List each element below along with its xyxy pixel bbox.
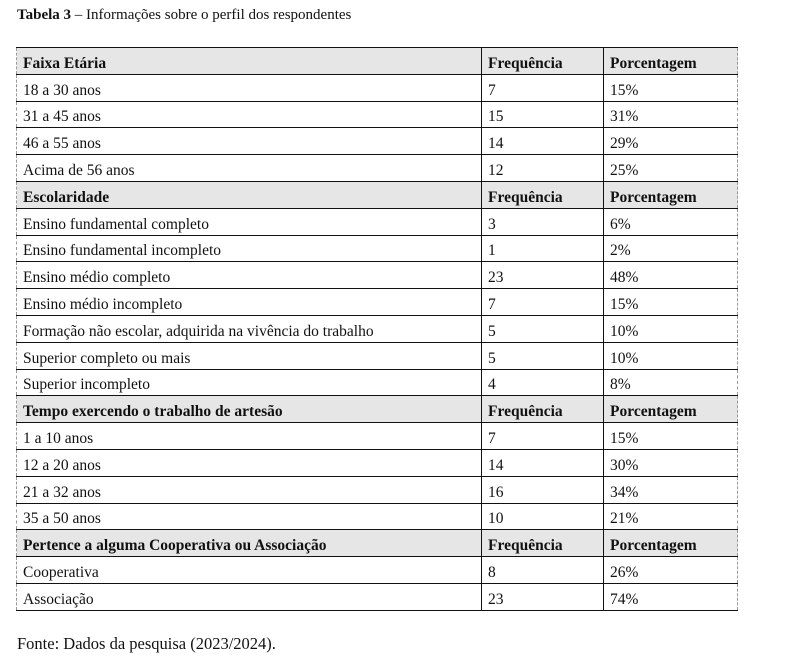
section-header-frequency-cell: Frequência [482, 396, 604, 423]
table-caption-text: – Informações sobre o perfil dos respondentes [71, 7, 352, 23]
category-cell: 46 a 55 anos [17, 128, 482, 155]
table-row [17, 476, 738, 503]
table-row [17, 208, 738, 235]
section-header-category-cell: Tempo exercendo o trabalho de artesão [17, 396, 482, 423]
table-caption [17, 6, 351, 24]
category-cell: 18 a 30 anos [17, 74, 482, 101]
section-header-percentage-cell: Porcentagem [604, 181, 738, 208]
table-row [17, 128, 738, 155]
table-row [17, 101, 738, 128]
frequency-cell: 12 [482, 155, 604, 182]
section-header-category-cell: Faixa Etária [17, 48, 482, 75]
table-row [17, 583, 738, 610]
section-header-percentage-cell: Porcentagem [604, 530, 738, 557]
category-cell: Ensino fundamental completo [17, 208, 482, 235]
percentage-cell: 74% [604, 583, 738, 610]
category-cell: Associação [17, 583, 482, 610]
source-note: Fonte: Dados da pesquisa (2023/2024). [17, 634, 276, 653]
category-cell: Acima de 56 anos [17, 155, 482, 182]
percentage-cell: 30% [604, 449, 738, 476]
table-caption-label: Tabela 3 [17, 7, 72, 23]
frequency-cell: 16 [482, 476, 604, 503]
percentage-cell: 10% [604, 342, 738, 369]
section-header-row [17, 396, 738, 423]
section-header-frequency-cell: Frequência [482, 181, 604, 208]
frequency-cell: 14 [482, 128, 604, 155]
frequency-cell: 5 [482, 342, 604, 369]
category-cell: 21 a 32 anos [17, 476, 482, 503]
frequency-cell: 15 [482, 101, 604, 128]
percentage-cell: 34% [604, 476, 738, 503]
frequency-cell: 3 [482, 208, 604, 235]
category-cell: Ensino médio completo [17, 262, 482, 289]
section-header-row [17, 181, 738, 208]
section-header-percentage-cell: Porcentagem [604, 48, 738, 75]
frequency-cell: 5 [482, 315, 604, 342]
table-row [17, 557, 738, 584]
frequency-cell: 14 [482, 449, 604, 476]
table-row [17, 503, 738, 530]
table-row [17, 262, 738, 289]
section-header-frequency-cell: Frequência [482, 530, 604, 557]
category-cell: 1 a 10 anos [17, 423, 482, 450]
percentage-cell: 26% [604, 557, 738, 584]
section-header-row [17, 530, 738, 557]
frequency-cell: 7 [482, 74, 604, 101]
section-header-frequency-cell: Frequência [482, 48, 604, 75]
percentage-cell: 8% [604, 369, 738, 396]
respondent-profile-table [16, 47, 738, 611]
percentage-cell: 15% [604, 423, 738, 450]
percentage-cell: 48% [604, 262, 738, 289]
category-cell: Formação não escolar, adquirida na vivência do trabalho [17, 315, 482, 342]
percentage-cell: 6% [604, 208, 738, 235]
table-row [17, 369, 738, 396]
category-cell: 35 a 50 anos [17, 503, 482, 530]
percentage-cell: 21% [604, 503, 738, 530]
frequency-cell: 10 [482, 503, 604, 530]
category-cell: 12 a 20 anos [17, 449, 482, 476]
category-cell: Ensino fundamental incompleto [17, 235, 482, 262]
percentage-cell: 10% [604, 315, 738, 342]
table-row [17, 155, 738, 182]
frequency-cell: 23 [482, 262, 604, 289]
section-header-percentage-cell: Porcentagem [604, 396, 738, 423]
table-row [17, 289, 738, 316]
table-row [17, 74, 738, 101]
category-cell: Ensino médio incompleto [17, 289, 482, 316]
frequency-cell: 4 [482, 369, 604, 396]
percentage-cell: 15% [604, 74, 738, 101]
table-row [17, 423, 738, 450]
table-row [17, 449, 738, 476]
percentage-cell: 29% [604, 128, 738, 155]
category-cell: Superior incompleto [17, 369, 482, 396]
category-cell: Cooperativa [17, 557, 482, 584]
percentage-cell: 31% [604, 101, 738, 128]
percentage-cell: 25% [604, 155, 738, 182]
frequency-cell: 23 [482, 583, 604, 610]
frequency-cell: 8 [482, 557, 604, 584]
category-cell: Superior completo ou mais [17, 342, 482, 369]
frequency-cell: 1 [482, 235, 604, 262]
frequency-cell: 7 [482, 289, 604, 316]
section-header-category-cell: Escolaridade [17, 181, 482, 208]
section-header-category-cell: Pertence a alguma Cooperativa ou Associação [17, 530, 482, 557]
category-cell: 31 a 45 anos [17, 101, 482, 128]
percentage-cell: 2% [604, 235, 738, 262]
table-row [17, 235, 738, 262]
table-row [17, 342, 738, 369]
table-row [17, 315, 738, 342]
percentage-cell: 15% [604, 289, 738, 316]
section-header-row [17, 48, 738, 75]
frequency-cell: 7 [482, 423, 604, 450]
